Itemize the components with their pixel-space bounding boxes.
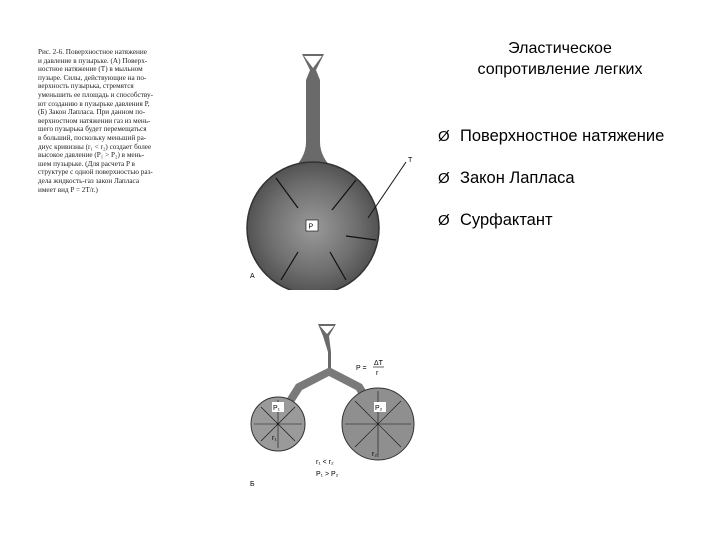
figure-a-bubble-diagram — [236, 40, 426, 290]
caption-line: шего пузырька будет перемещаться — [38, 125, 147, 134]
caption-line: шем пузырьке. (Для расчета P в — [38, 159, 135, 168]
bullet-item — [438, 210, 664, 231]
caption-line: структуре с одной поверхностью раз- — [38, 168, 153, 177]
bullet-text: Закон Лапласа — [460, 169, 575, 187]
p1-label: P₁ — [273, 405, 281, 412]
figure-caption — [38, 48, 186, 194]
ineq-radius: r₁ < r₂ — [316, 459, 334, 466]
title-line-1: Эластическое — [508, 40, 612, 57]
caption-line: Рис. 2-6. Поверхностное натяжение — [38, 48, 147, 56]
tension-pointer — [368, 162, 406, 218]
flask-neck — [290, 54, 336, 172]
caption-line: верхностном натяжении газ из мень- — [38, 116, 151, 125]
formula-numerator: ΔT — [374, 360, 383, 367]
bullet-item — [438, 126, 664, 147]
caption-line: ют созданию в пузырьке давления P, — [38, 99, 150, 108]
caption-line: диус кривизны (r₁ < r₂) создает более — [38, 142, 152, 151]
arrow-bullet-icon: Ø — [438, 170, 450, 187]
arrow-bullet-icon: Ø — [438, 212, 450, 229]
figure-b-label: Б — [250, 481, 255, 488]
bullet-list — [438, 126, 664, 252]
figure-a-label: А — [250, 273, 255, 280]
tension-label: T — [408, 157, 413, 164]
p2-label: P₂ — [375, 405, 383, 412]
formula-denominator: r — [376, 370, 379, 377]
bullet-text: Поверхностное натяжение — [460, 127, 665, 145]
caption-line: ностное натяжение (Т) в мыльном — [38, 65, 143, 74]
caption-line: имеет вид P = 2T/r.) — [38, 185, 98, 194]
caption-line: (Б) Закон Лапласа. При данном по- — [38, 108, 146, 117]
title-line-2: сопротивление легких — [477, 61, 643, 78]
arrow-bullet-icon: Ø — [438, 128, 450, 145]
caption-line: в больший, поскольку меньший ра- — [38, 133, 147, 142]
figure-b-laplace-diagram — [236, 318, 446, 494]
bullet-text: Сурфактант — [460, 211, 553, 229]
caption-line: и давление в пузырьке. (А) Поверх- — [38, 56, 148, 65]
bullet-item — [438, 168, 664, 189]
caption-line: пузыре. Силы, действующие на по- — [38, 73, 147, 82]
slide-title — [440, 38, 680, 80]
formula-left: P = — [356, 365, 367, 372]
r2-label: r₂ — [372, 451, 378, 458]
caption-line: верхность пузырька, стремятся — [38, 82, 134, 91]
pressure-label: P — [308, 223, 314, 231]
ineq-pressure: P₁ > P₂ — [316, 471, 339, 478]
caption-line: дела жидкость-газ закон Лапласа — [38, 176, 140, 185]
r1-label: r₁ — [272, 435, 277, 442]
caption-line: уменьшить ее площадь и способству- — [38, 90, 153, 99]
caption-line: высокое давление (P₁ > P₂) в мень- — [38, 151, 145, 160]
